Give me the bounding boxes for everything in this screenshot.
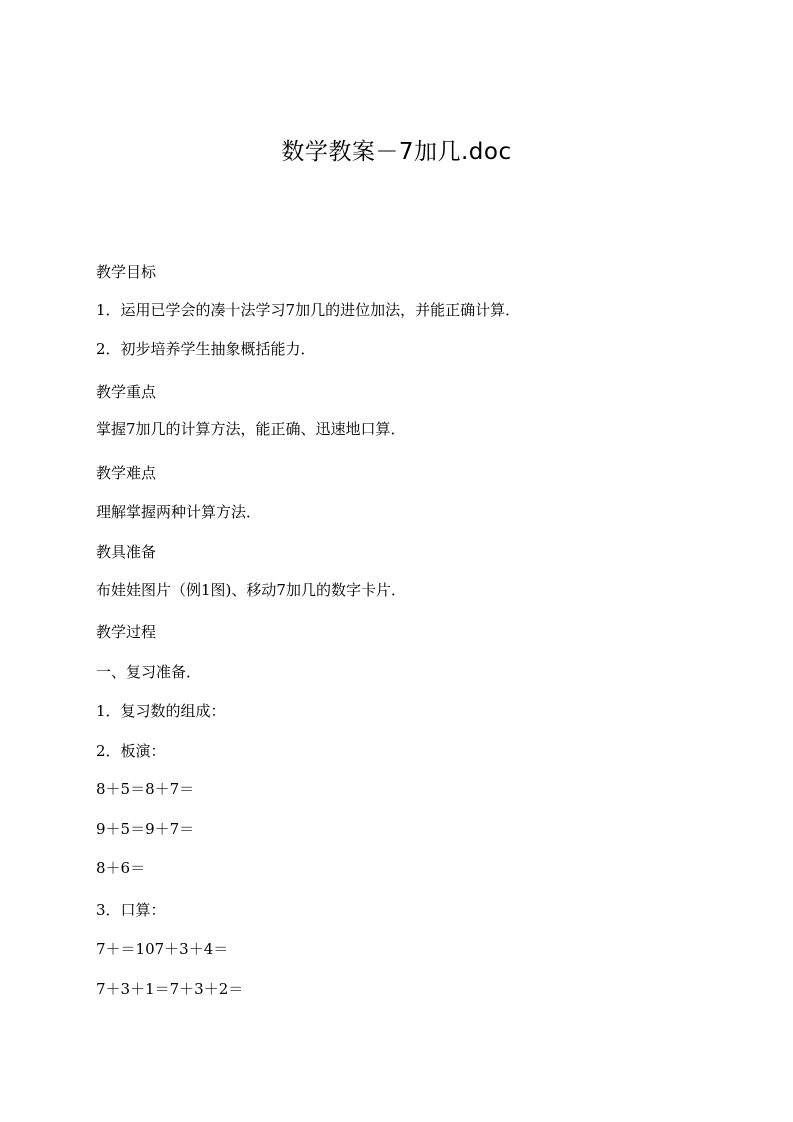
equation-line: 7＋3＋1＝7＋3＋2＝ (96, 980, 244, 998)
key-points-text: 掌握7加几的计算方法，能正确、迅速地口算． (96, 420, 406, 438)
objective-item-1: 1．运用已学会的凑十法学习7加几的进位加法，并能正确计算． (96, 301, 521, 319)
equation-line: 7＋＝107＋3＋4＝ (96, 940, 229, 958)
heading-teaching-process: 教学过程 (96, 623, 157, 641)
heading-difficulties: 教学难点 (96, 464, 157, 482)
teaching-aids-text: 布娃娃图片（例1图)、移动7加几的数字卡片． (96, 581, 406, 599)
equation-line: 8＋6＝ (96, 859, 146, 877)
heading-key-points: 教学重点 (96, 383, 157, 401)
process-step-1: 1．复习数的组成： (96, 702, 226, 720)
equation-line: 9＋5＝9＋7＝ (96, 820, 195, 838)
heading-teaching-aids: 教具准备 (96, 543, 157, 561)
process-section-1: 一、复习准备． (96, 663, 202, 681)
objective-item-2: 2．初步培养学生抽象概括能力． (96, 340, 316, 358)
equation-line: 8＋5＝8＋7＝ (96, 780, 195, 798)
process-step-3: 3．口算： (96, 901, 166, 919)
document-title: 数学教案－7加几.doc (281, 139, 512, 165)
difficulties-text: 理解掌握两种计算方法． (96, 503, 262, 521)
heading-teaching-objectives: 教学目标 (96, 263, 157, 281)
process-step-2: 2．板演： (96, 742, 166, 760)
